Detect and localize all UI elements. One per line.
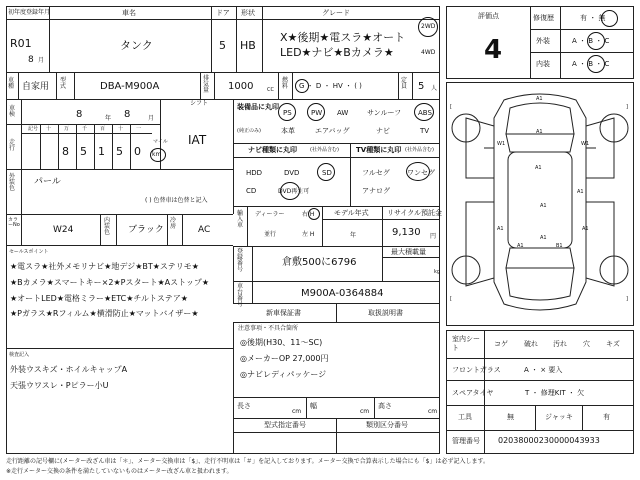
interior-cond-label: 内装 bbox=[536, 60, 550, 68]
exterior-color-value: パール bbox=[34, 177, 61, 187]
nav-type-sublabel: (社外品含む) bbox=[310, 147, 339, 153]
repair-options: 有 ・ 無 bbox=[580, 14, 606, 22]
tools-label: 工具 bbox=[458, 413, 472, 421]
nav-dvd: DVD bbox=[284, 169, 300, 177]
footer-line-1: 走行距離の記号欄に(メーター改ざん車は「＊」、メーター交換車は「$」、走行不明車は「＃」を記入しております。メーター交換で合算表示した場合にも「$」は必ず記入します。 bbox=[6, 458, 490, 465]
mileage-digit: 8 bbox=[62, 145, 69, 158]
chassis-label: 車台番号 bbox=[237, 283, 244, 308]
reg-no-value: 倉敷500に6796 bbox=[282, 257, 357, 268]
equip-airbag: エアバッグ bbox=[315, 127, 350, 135]
sales-point-2: ★Bカメラ★スマートキー×2★Pスタート★Aストップ★ bbox=[10, 278, 210, 287]
mileage-unit-header: 十 bbox=[46, 126, 52, 132]
car-name: タンク bbox=[120, 39, 153, 52]
model-year-label: モデル年式 bbox=[334, 209, 369, 217]
model-year-unit: 年 bbox=[350, 232, 357, 239]
equip-tv: TV bbox=[420, 127, 430, 135]
sales-point-3: ★オートLED★電格ミラー★ETC★チルトステア★ bbox=[10, 294, 188, 303]
shape-label: 形状 bbox=[241, 9, 255, 17]
equip-abs: ABS bbox=[418, 109, 432, 117]
damage-mark: A1 bbox=[535, 165, 542, 171]
damage-mark: A1 bbox=[536, 96, 543, 102]
shift-label: シフト bbox=[190, 100, 209, 107]
reg-year-label: 初年度登録年月 bbox=[8, 9, 51, 16]
mileage-unit-header: 一 bbox=[136, 126, 142, 132]
nav-type-label: ナビ種類に丸印 bbox=[248, 146, 297, 154]
exterior-cond-label: 外装 bbox=[536, 37, 550, 45]
note-line-2: ◎メーカーOP 27,000円 bbox=[240, 354, 329, 363]
svg-text:[: [ bbox=[450, 296, 452, 302]
nav-sd-circle bbox=[317, 163, 335, 181]
equip-abs-circle bbox=[414, 103, 434, 121]
svg-text:]: ] bbox=[626, 296, 628, 302]
windshield-value: A ・ × 要入 bbox=[524, 366, 563, 374]
repair-selected-circle bbox=[601, 10, 618, 27]
tv-fullseg: フルセグ bbox=[362, 169, 390, 177]
nav-sd: SD bbox=[322, 169, 332, 177]
windshield-label: フロントガラス bbox=[452, 366, 501, 374]
seat-stain: 汚れ bbox=[553, 340, 567, 348]
mileage-digit: 5 bbox=[80, 145, 87, 158]
note-line-1: ◎後期(H30、11〜SC) bbox=[240, 338, 323, 347]
damage-mark: A1 bbox=[536, 129, 543, 135]
grade-line-1: X★後期★電スラ★オート bbox=[280, 31, 406, 44]
fuel-label: 燃料 bbox=[282, 77, 289, 90]
new-car-warranty-label: 新車保証書 bbox=[266, 309, 301, 317]
type-number-label: 型式指定番号 bbox=[264, 421, 306, 429]
damage-mark: W1 bbox=[497, 141, 506, 147]
spare-tire-value: T ・ 修理KIT ・ 欠 bbox=[525, 389, 585, 397]
tv-analog: アナログ bbox=[362, 187, 390, 195]
equip-nav: ナビ bbox=[376, 127, 390, 135]
mileage-digit: 0 bbox=[134, 145, 141, 158]
mileage-digit: 5 bbox=[116, 145, 123, 158]
plate-value: 自家用 bbox=[22, 82, 50, 92]
displacement-value: 1000 bbox=[228, 81, 254, 92]
seat-burn: コゲ bbox=[494, 340, 508, 348]
damage-mark: A1 bbox=[540, 203, 547, 209]
model-value: DBA-M900A bbox=[100, 81, 160, 92]
inspection-year: 8 bbox=[76, 109, 83, 120]
fuel-options: G ・ D ・ HV ・ ( ) bbox=[299, 82, 362, 90]
color-no-label: カラーNo bbox=[8, 217, 20, 228]
inspector-notes-label: 検査記入 bbox=[9, 352, 30, 358]
mileage-cell-divider bbox=[40, 124, 41, 169]
inspection-year-unit: 年 bbox=[105, 115, 112, 122]
notes-label: 注意事項・不具合箇所 bbox=[238, 325, 299, 332]
exterior-selected-circle bbox=[587, 32, 605, 50]
length-unit: cm bbox=[292, 408, 302, 415]
nav-hdd: HDD bbox=[246, 169, 263, 177]
record-label: 記号 bbox=[28, 126, 39, 132]
nav-cd: CD bbox=[246, 187, 257, 195]
equip-pw: PW bbox=[311, 109, 323, 117]
grade-box-value: 4 bbox=[484, 35, 503, 65]
damage-mark: A1 bbox=[517, 243, 524, 249]
nav-dvd-playable-circle bbox=[280, 182, 300, 200]
model-label: 型式 bbox=[60, 77, 67, 90]
length-label: 長さ bbox=[237, 402, 251, 410]
width-label: 幅 bbox=[310, 402, 317, 410]
mileage-unit-header: 百 bbox=[100, 126, 106, 132]
nav-dvd-playable: DVD再生可 bbox=[278, 188, 310, 195]
mileage-side-label: 走行 bbox=[9, 139, 16, 152]
tv-oneseg: ワンセグ bbox=[407, 169, 435, 177]
exterior-color-note: ( ) 色替車は色替と記入 bbox=[145, 197, 208, 204]
import-left-h: 左 H bbox=[302, 231, 315, 238]
equip-aw: AW bbox=[337, 109, 349, 117]
recycle-value: 9,130 bbox=[392, 227, 421, 238]
plate-label: 車種 bbox=[8, 77, 15, 90]
displacement-label: 排気量 bbox=[203, 75, 210, 94]
shift-value: IAT bbox=[188, 133, 207, 147]
sales-points-label: セールスポイント bbox=[9, 249, 49, 255]
tv-oneseg-circle bbox=[406, 162, 430, 181]
mileage-digit: 1 bbox=[98, 145, 105, 158]
capacity-label: 定員 bbox=[401, 77, 408, 90]
mileage-unit-header: 万 bbox=[64, 126, 70, 132]
svg-text:[: [ bbox=[450, 104, 452, 110]
width-unit: cm bbox=[360, 408, 370, 415]
mileage-cell-divider bbox=[58, 124, 59, 169]
month-unit: 月 bbox=[38, 57, 45, 64]
inspector-note-2: 天張ウワスレ・Pピラー小U bbox=[10, 381, 109, 390]
seat-tear: 破れ bbox=[524, 340, 538, 348]
seat-scratch: キズ bbox=[606, 340, 620, 348]
mgmt-number-value: 02038000230000043933 bbox=[498, 436, 600, 445]
recycle-unit: 円 bbox=[430, 233, 437, 240]
equip-ps: PS bbox=[283, 109, 292, 117]
inspection-month: 8 bbox=[124, 109, 131, 120]
seat-hole: 穴 bbox=[583, 340, 590, 348]
height-label: 高さ bbox=[378, 402, 392, 410]
mileage-unit-header: 十 bbox=[118, 126, 124, 132]
inspection-month-unit: 月 bbox=[148, 115, 155, 122]
mileage-cell-divider bbox=[112, 124, 113, 169]
equip-leather: 本革 bbox=[281, 127, 295, 135]
tv-type-sublabel: (社外品含む) bbox=[405, 147, 434, 153]
damage-mark: A1 bbox=[577, 189, 584, 195]
interior-color-value: ブラック bbox=[128, 225, 164, 235]
equip-pw-circle bbox=[307, 103, 325, 121]
color-no-value: W24 bbox=[53, 225, 74, 235]
sales-point-1: ★電スラ★社外メモリナビ★地デジ★BT★ステリモ★ bbox=[10, 262, 199, 271]
import-label: 輸入車 bbox=[237, 210, 244, 229]
damage-mark: A1 bbox=[540, 235, 547, 241]
interior-selected-circle bbox=[587, 55, 605, 73]
manual-label: 取扱説明書 bbox=[368, 309, 403, 317]
repair-label: 修復歴 bbox=[533, 14, 554, 22]
doors-value: 5 bbox=[219, 39, 226, 52]
grade-box-label: 評価点 bbox=[478, 12, 499, 20]
inspector-note-1: 外装ウスキズ・ホイルキャップA bbox=[10, 365, 128, 374]
import-dealer: ディーラー bbox=[255, 211, 285, 218]
chassis-value: M900A-0364884 bbox=[301, 288, 384, 299]
grade-label: グレード bbox=[322, 9, 350, 17]
jack-value: 有 bbox=[603, 413, 610, 421]
class-number-label: 類別区分番号 bbox=[366, 421, 408, 429]
mileage-cell-divider bbox=[94, 124, 95, 169]
capacity-value: 5 bbox=[418, 81, 425, 92]
interior-cond-options: A ・ B ・ C bbox=[572, 60, 610, 68]
mileage-unit-header: 千 bbox=[82, 126, 88, 132]
max-load-label: 最大積載量 bbox=[391, 248, 426, 256]
ac-label: 冷房 bbox=[170, 217, 177, 230]
recycle-label: リサイクル預託金 bbox=[387, 209, 443, 217]
interior-color-label: 内装色 bbox=[104, 217, 111, 236]
sales-point-4: ★Pガラス★Rフィルム★横滑防止★マットバイザー★ bbox=[10, 309, 199, 318]
drive-4wd: 4WD bbox=[421, 49, 436, 56]
unit-km: km bbox=[152, 151, 162, 158]
interior-seat-label: 室内シート bbox=[452, 335, 480, 353]
damage-mark: A1 bbox=[497, 226, 504, 232]
doors-label: ドア bbox=[216, 9, 230, 17]
equipment-sublabel: (純正のみ) bbox=[237, 128, 261, 134]
damage-mark: W1 bbox=[581, 141, 590, 147]
inspection-label: 車検 bbox=[9, 105, 16, 118]
import-right-h: 右 H bbox=[302, 211, 315, 218]
footer-line-2: ※走行メーター交換の条件を満たしていないものはメーター改ざん車と扱われます。 bbox=[6, 468, 233, 475]
unit-mile: マイル bbox=[153, 139, 168, 145]
shape-value: HB bbox=[240, 39, 256, 52]
right-h-circle bbox=[308, 208, 320, 220]
grade-line-2: LED★ナビ★Bカメラ★ bbox=[280, 46, 394, 59]
mileage-cell-divider bbox=[76, 124, 77, 169]
equip-sunroof: サンルーフ bbox=[367, 109, 402, 117]
mileage-cell-divider bbox=[130, 124, 131, 169]
height-unit: cm bbox=[428, 408, 438, 415]
equipment-label: 装備品に丸印 bbox=[237, 103, 279, 111]
damage-mark: A1 bbox=[582, 226, 589, 232]
car-name-label: 車名 bbox=[122, 9, 136, 17]
tv-type-label: TV種類に丸印 bbox=[356, 146, 402, 154]
exterior-color-label: 外装色 bbox=[9, 173, 16, 192]
mgmt-number-label: 管理番号 bbox=[452, 437, 480, 445]
capacity-unit: 人 bbox=[431, 85, 438, 92]
max-load-unit: kg bbox=[434, 269, 441, 275]
equip-ps-circle bbox=[278, 103, 296, 121]
reg-no-label: 登録番号 bbox=[237, 248, 244, 273]
reg-month: 8 bbox=[28, 55, 34, 65]
reg-year: R01 bbox=[10, 37, 32, 50]
damage-mark: B1 bbox=[556, 243, 563, 249]
drive-2wd: 2WD bbox=[421, 23, 436, 30]
exterior-cond-options: A ・ B ・ C bbox=[572, 37, 610, 45]
cc-unit: CC bbox=[267, 87, 274, 93]
spare-tire-label: スペアタイヤ bbox=[452, 389, 494, 397]
svg-text:]: ] bbox=[626, 104, 628, 110]
import-parallel: 並行 bbox=[264, 231, 277, 238]
ac-value: AC bbox=[198, 225, 211, 235]
note-line-3: ◎ナビレディパッケージ bbox=[240, 370, 327, 379]
tools-value: 無 bbox=[507, 413, 514, 421]
jack-label: ジャッキ bbox=[545, 413, 573, 421]
